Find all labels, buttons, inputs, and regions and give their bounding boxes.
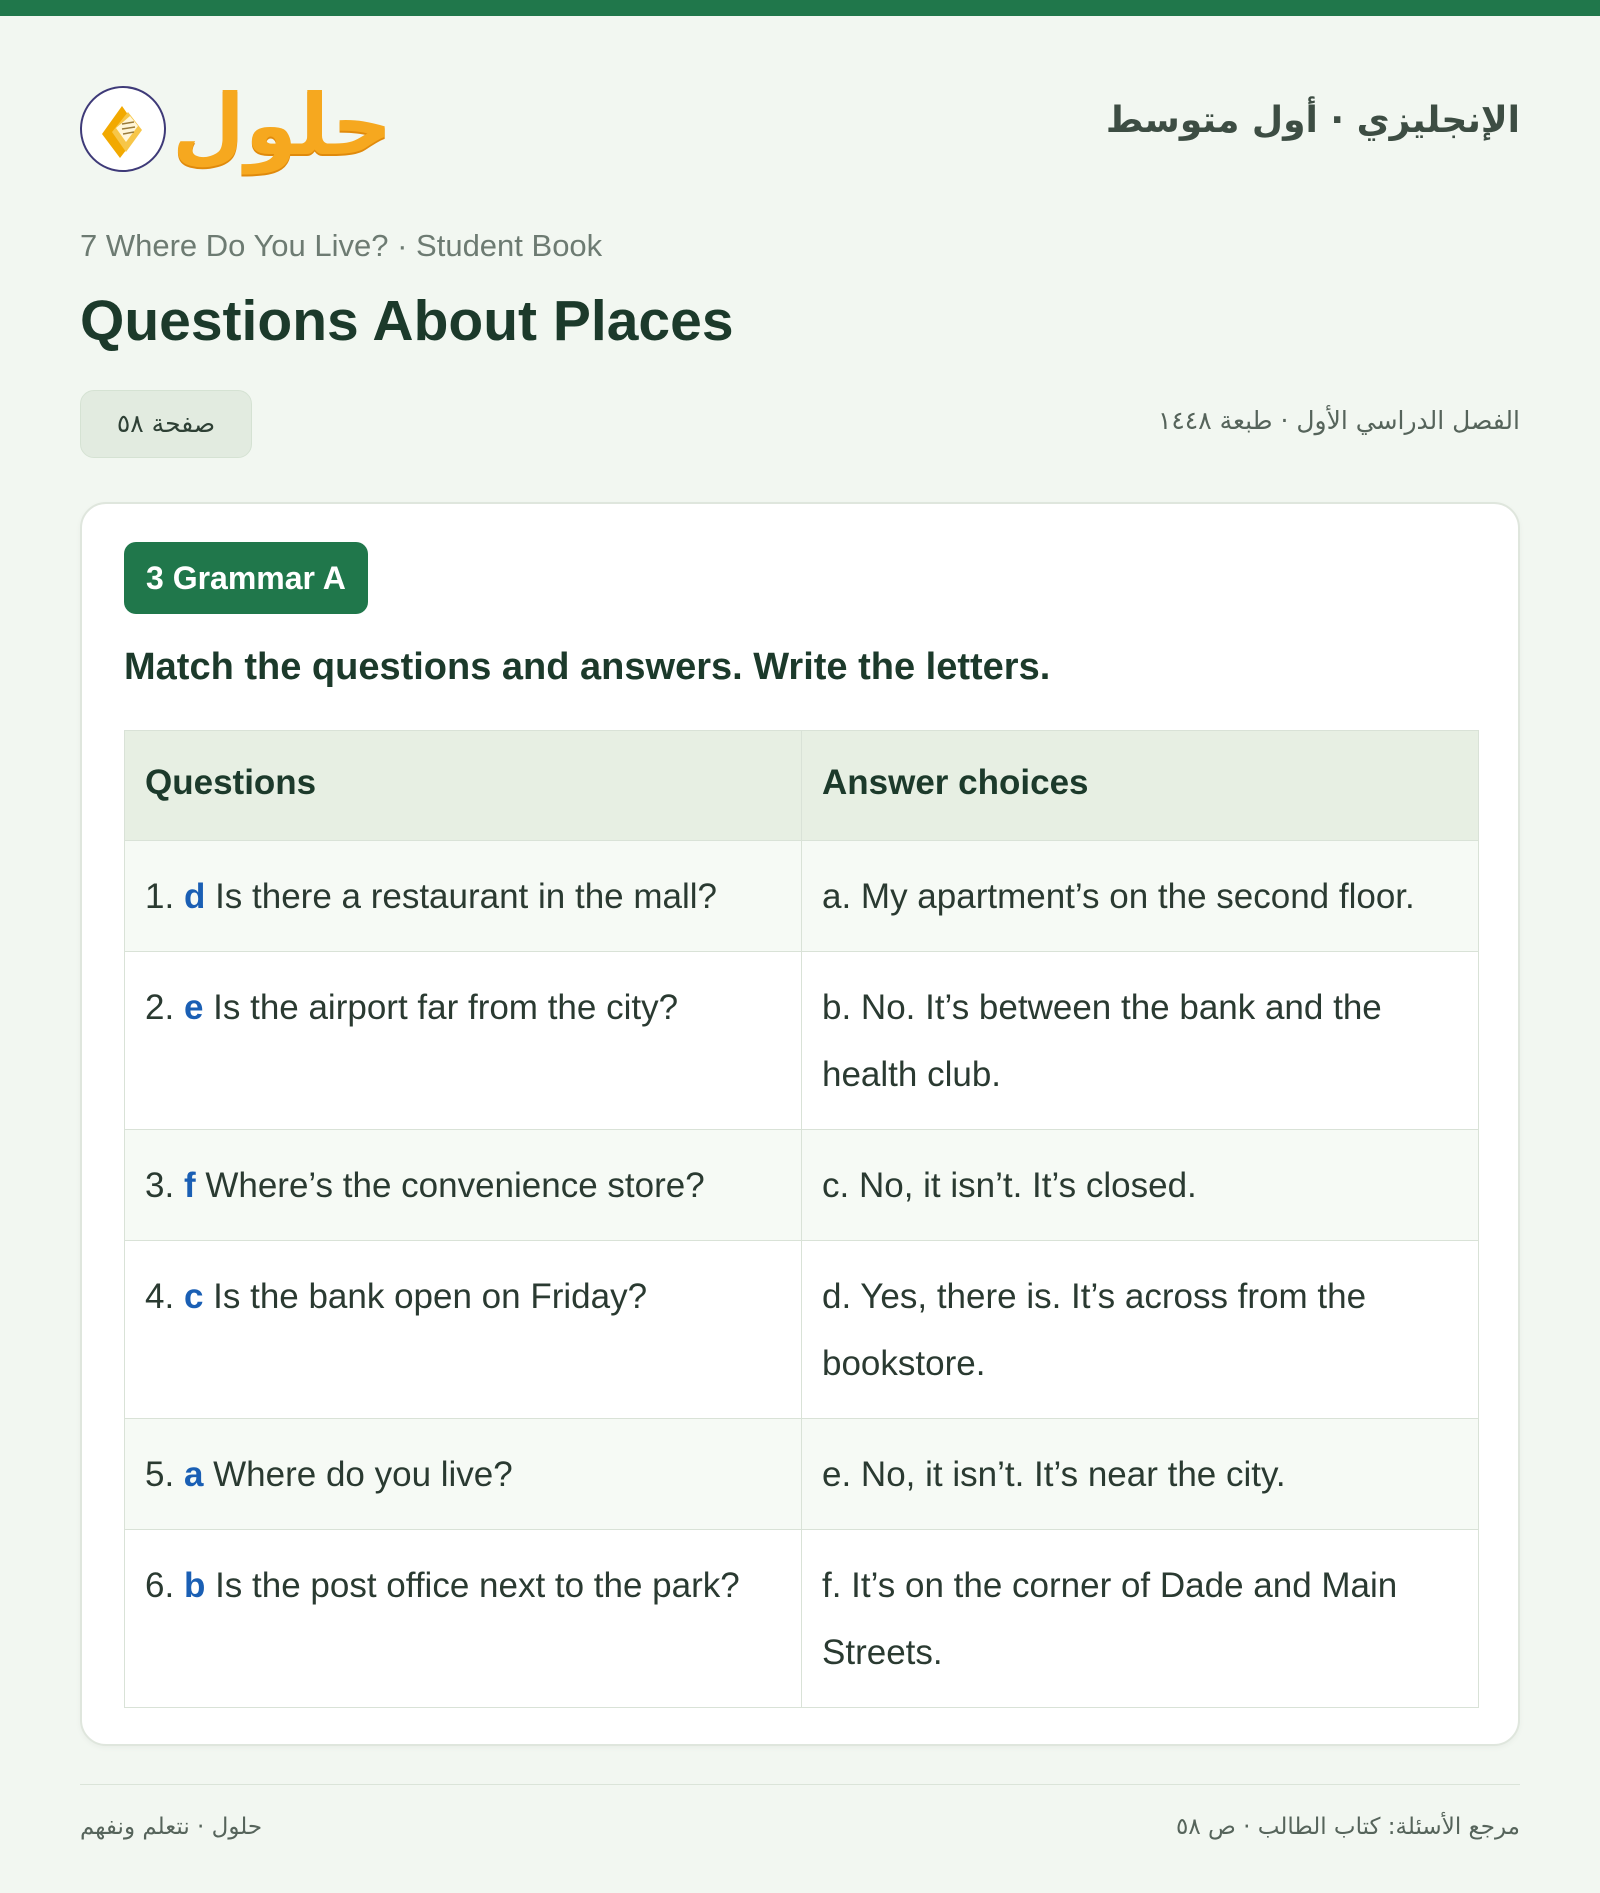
subject-title: الإنجليزي · أول متوسط <box>1105 100 1520 141</box>
question-cell <box>125 1130 802 1241</box>
question-cell <box>125 1419 802 1530</box>
choice-cell: a. My apartment’s on the second floor. <box>802 841 1479 952</box>
header <box>80 66 1520 186</box>
table-row <box>125 841 1479 952</box>
table-row <box>125 952 1479 1130</box>
column-header-answers: Answer choices <box>802 731 1479 841</box>
question-text: Is the post office next to the park? <box>215 1566 740 1605</box>
question-number: 5. <box>145 1455 175 1494</box>
question-text: Is there a restaurant in the mall? <box>215 877 717 916</box>
answer-letter: f <box>183 1166 196 1205</box>
choice-cell: d. Yes, there is. It’s across from the bookstore. <box>802 1241 1479 1419</box>
exercise-card <box>80 502 1520 1746</box>
question-cell <box>125 952 802 1130</box>
choice-cell: e. No, it isn’t. It’s near the city. <box>802 1419 1479 1530</box>
exercise-instruction: Match the questions and answers. Write the letters. <box>124 646 1051 688</box>
question-cell <box>125 841 802 952</box>
answer-letter: c <box>183 1277 204 1316</box>
logo-wordmark: حلول <box>172 76 393 174</box>
question-text: Is the airport far from the city? <box>213 988 679 1027</box>
question-text: Where’s the convenience store? <box>205 1166 705 1205</box>
question-text: Where do you live? <box>213 1455 513 1494</box>
question-number: 2. <box>145 988 175 1027</box>
footer-divider <box>80 1784 1520 1785</box>
table-row <box>125 1530 1479 1708</box>
term-info: الفصل الدراسي الأول · طبعة ١٤٤٨ <box>1157 406 1520 435</box>
page-title: Questions About Places <box>80 289 734 353</box>
table-row <box>125 1130 1479 1241</box>
footer-tagline: حلول · نتعلم ونفهم <box>80 1814 263 1840</box>
question-cell <box>125 1530 802 1708</box>
section-badge: 3 Grammar A <box>124 542 368 614</box>
question-number: 1. <box>145 877 175 916</box>
column-header-questions: Questions <box>125 731 802 841</box>
book-logo-icon <box>80 86 166 172</box>
question-number: 4. <box>145 1277 175 1316</box>
footer-reference: مرجع الأسئلة: كتاب الطالب · ص ٥٨ <box>1175 1814 1520 1840</box>
question-cell <box>125 1241 802 1419</box>
question-text: Is the bank open on Friday? <box>213 1277 648 1316</box>
answer-letter: d <box>183 877 206 916</box>
site-logo[interactable] <box>80 66 393 186</box>
top-accent-bar <box>0 0 1600 16</box>
page-number-badge: صفحة ٥٨ <box>80 390 252 458</box>
answer-letter: a <box>183 1455 204 1494</box>
choice-cell: b. No. It’s between the bank and the health club. <box>802 952 1479 1130</box>
choice-cell: f. It’s on the corner of Dade and Main Streets. <box>802 1530 1479 1708</box>
question-number: 6. <box>145 1566 175 1605</box>
table-row <box>125 1241 1479 1419</box>
choice-cell: c. No, it isn’t. It’s closed. <box>802 1130 1479 1241</box>
qa-table <box>124 730 1479 1708</box>
answer-letter: b <box>183 1566 206 1605</box>
breadcrumb[interactable]: 7 Where Do You Live? · Student Book <box>80 228 603 263</box>
table-row <box>125 1419 1479 1530</box>
question-number: 3. <box>145 1166 175 1205</box>
answer-letter: e <box>183 988 204 1027</box>
